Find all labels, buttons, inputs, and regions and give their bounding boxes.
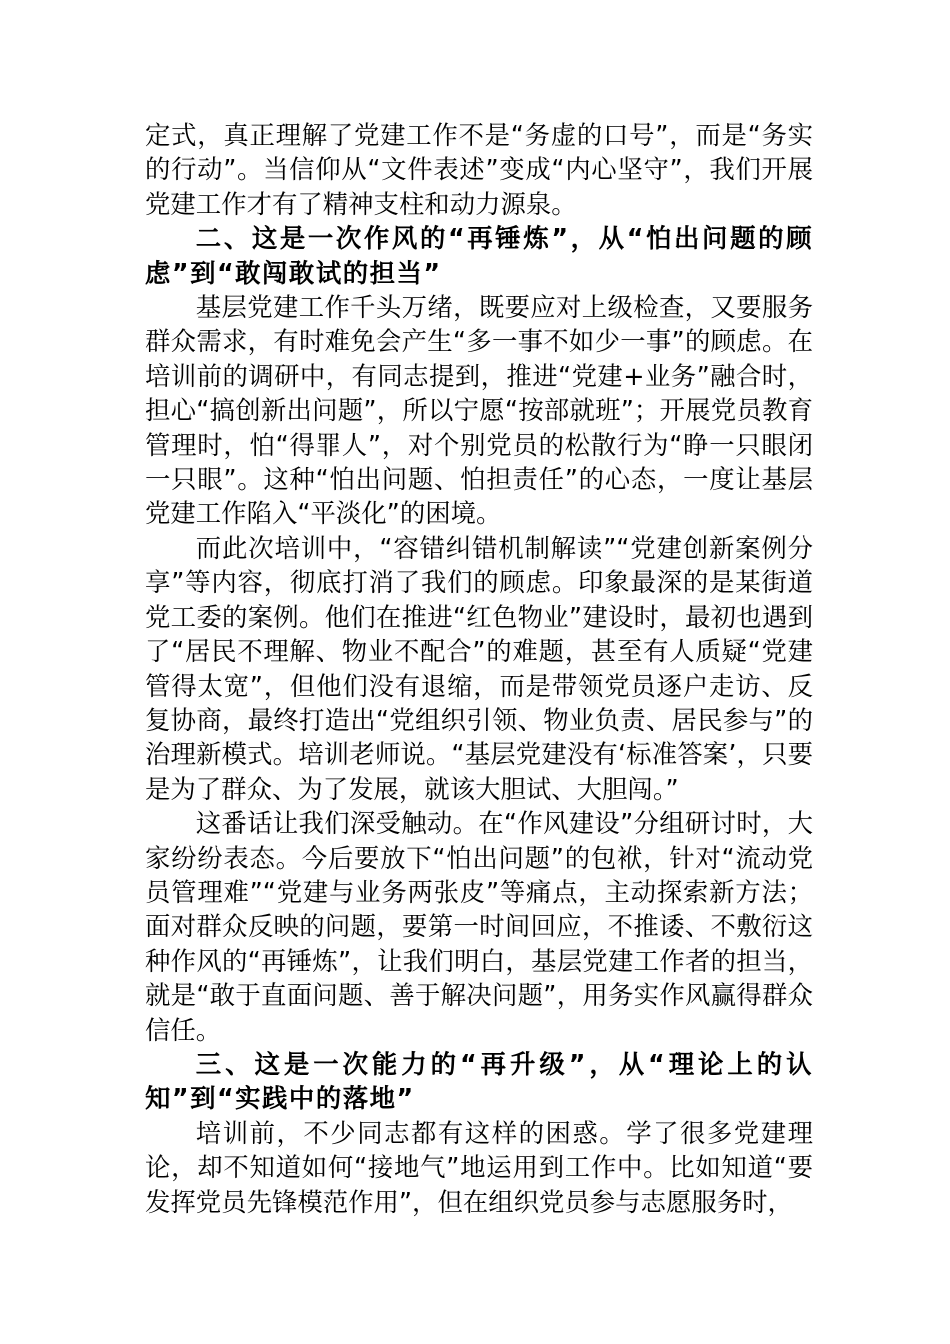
body-paragraph-4: 这番话让我们深受触动。在“作风建设”分组研讨时，大家纷纷表态。今后要放下“怕出问题”的包袱，针对“流动党员管理难”“党建与业务两张皮”等痛点，主动探索新方法；面对群众反映的问题，要第一时间回应，不推诿、不敷衍这种作风的“再锤炼”，让我们明白，基层党建工作者的担当，就是“敢于直面问题、善于解决问题”，用务实作风赢得群众信任。 — [145, 808, 813, 1045]
section-heading-2: 二、这是一次作风的“再锤炼”，从“怕出问题的顾虑”到“敢闯敢试的担当” — [145, 223, 813, 288]
section-heading-3: 三、这是一次能力的“再升级”，从“理论上的认知”到“实践中的落地” — [145, 1048, 813, 1114]
document-page — [145, 118, 813, 1219]
body-paragraph-2: 基层党建工作千头万绪，既要应对上级检查，又要服务群众需求，有时难免会产生“多一事不如少一事”的顾虑。在培训前的调研中，有同志提到，推进“党建+业务”融合时，担心“搞创新出问题”，所以宁愿“按部就班”；开展党员教育管理时，怕“得罪人”，对个别党员的松散行为“睁一只眼闭一只眼”。这种“怕出问题、怕担责任”的心态，一度让基层党建工作陷入“平淡化”的困境。 — [145, 292, 813, 529]
body-paragraph-1: 定式，真正理解了党建工作不是“务虚的口号”，而是“务实的行动”。当信仰从“文件表述”变成“内心坚守”，我们开展党建工作才有了精神支柱和动力源泉。 — [145, 120, 813, 219]
body-paragraph-3: 而此次培训中，“容错纠错机制解读”“党建创新案例分享”等内容，彻底打消了我们的顾虑。印象最深的是某街道党工委的案例。他们在推进“红色物业”建设时，最初也遇到了“居民不理解、物业不配合”的难题，甚至有人质疑“党建管得太宽”，但他们没有退缩，而是带领党员逐户走访、反复协商，最终打造出“党组织引领、物业负责、居民参与”的治理新模式。培训老师说。“基层党建没有‘标准答案’，只要是为了群众、为了发展，就该大胆试、大胆闯。” — [145, 532, 813, 804]
body-paragraph-5: 培训前，不少同志都有这样的困惑。学了很多党建理论，却不知道如何“接地气”地运用到工作中。比如知道“要发挥党员先锋模范作用”，但在组织党员参与志愿服务时， — [145, 1117, 813, 1217]
